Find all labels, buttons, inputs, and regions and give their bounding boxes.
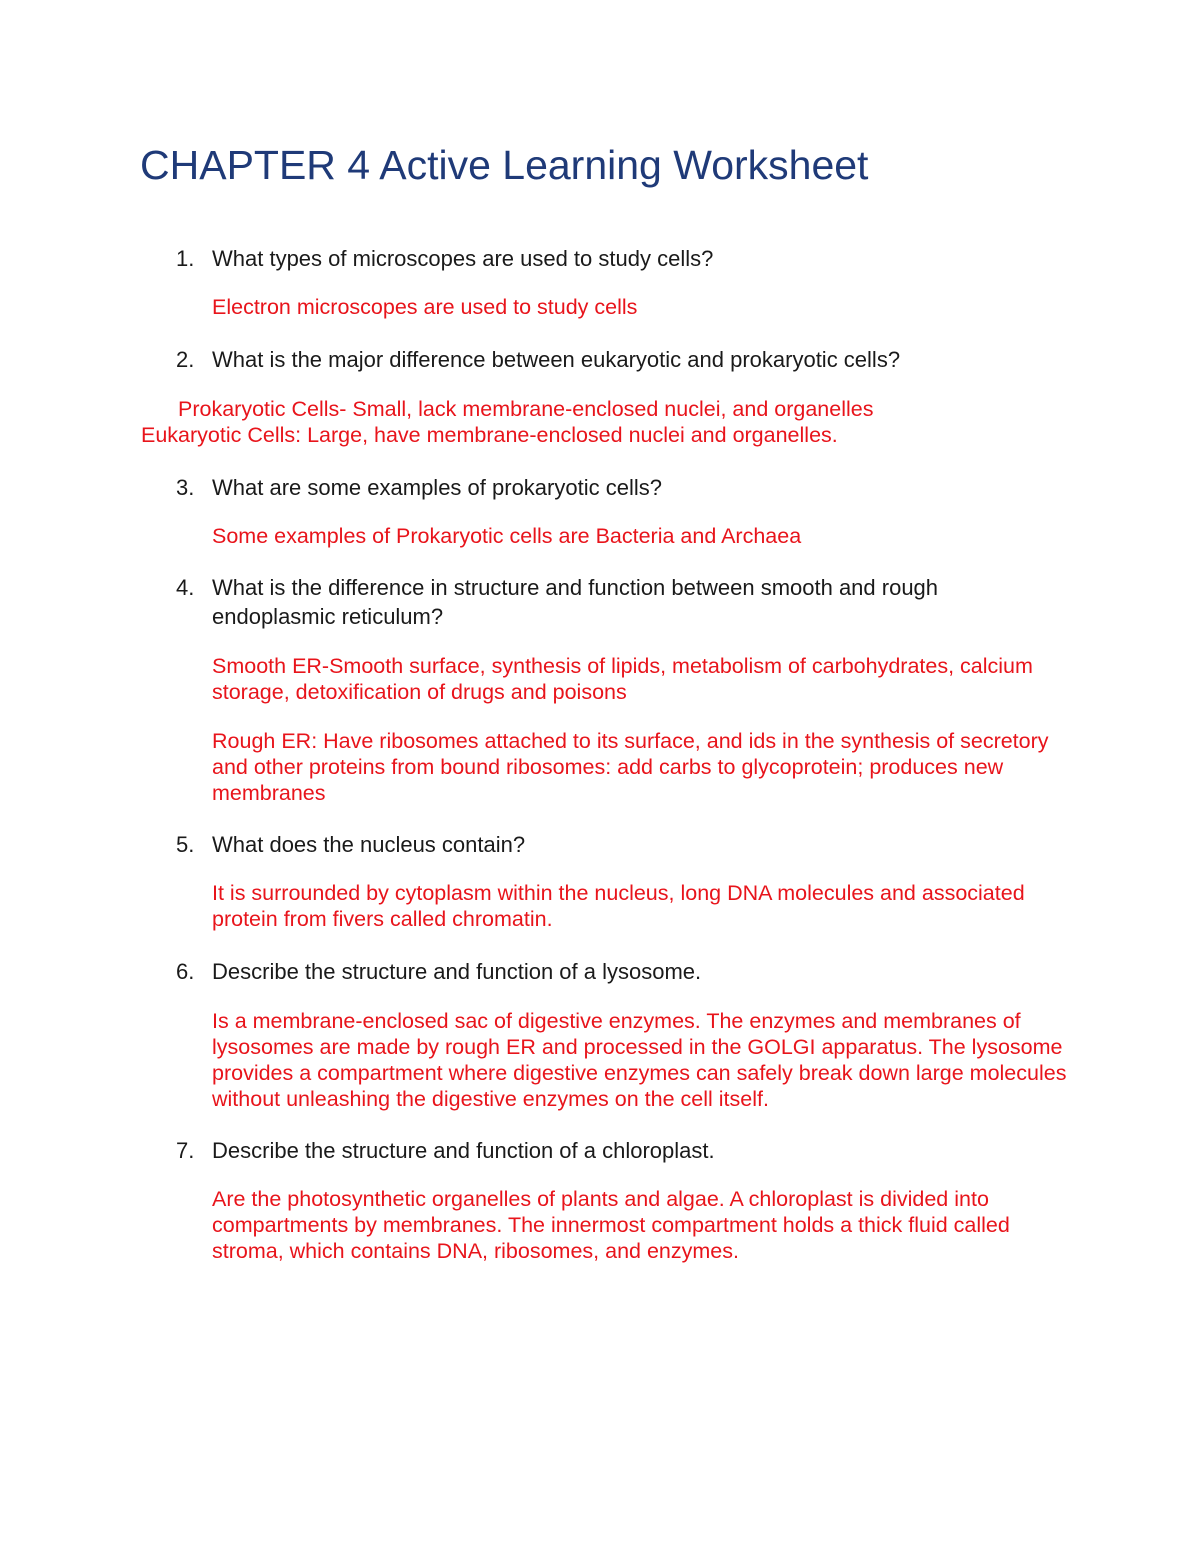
answer-6: Is a membrane-enclosed sac of digestive enzymes. The enzymes and membranes of lysosomes are made by rough ER and processed in the GOLGI apparatus. The lysosome provides a compartment where digestive enzymes can safely break down large molecules without unleashing the digestive enzymes on the cell itself. <box>212 1009 1067 1111</box>
question-text: What are some examples of prokaryotic cells? <box>212 475 662 500</box>
question-number: 3. <box>176 475 195 500</box>
question-text: What is the difference in structure and function between smooth and rough endoplasmic reticulum? <box>212 575 939 629</box>
question-number: 6. <box>176 959 195 984</box>
question-7 <box>176 1136 1056 1165</box>
question-text: What is the major difference between eukaryotic and prokaryotic cells? <box>212 347 901 372</box>
question-number: 4. <box>176 575 195 600</box>
question-number: 5. <box>176 832 195 857</box>
answer-4-rough-er: Rough ER: Have ribosomes attached to its surface, and ids in the synthesis of secretory and other proteins from bound ribosomes: add carbs to glycoprotein; produces new membranes <box>212 729 1049 805</box>
question-number: 1. <box>176 246 195 271</box>
question-1 <box>176 244 1056 273</box>
question-text: Describe the structure and function of a chloroplast. <box>212 1138 715 1163</box>
question-2 <box>176 345 1056 374</box>
answer-3: Some examples of Prokaryotic cells are Bacteria and Archaea <box>212 524 802 548</box>
answer-1: Electron microscopes are used to study cells <box>212 295 638 319</box>
question-number: 7. <box>176 1138 195 1163</box>
page-title: CHAPTER 4 Active Learning Worksheet <box>140 142 869 188</box>
question-text: What does the nucleus contain? <box>212 832 526 857</box>
answer-5: It is surrounded by cytoplasm within the nucleus, long DNA molecules and associated protein from fivers called chromatin. <box>212 881 1025 931</box>
question-number: 2. <box>176 347 195 372</box>
question-4 <box>176 573 1056 629</box>
question-6 <box>176 957 1056 986</box>
answer-4-smooth-er: Smooth ER-Smooth surface, synthesis of lipids, metabolism of carbohydrates, calcium storage, detoxification of drugs and poisons <box>212 654 1033 704</box>
question-3 <box>176 473 1056 502</box>
question-5 <box>176 830 1056 859</box>
answer-2-eukaryotic: Eukaryotic Cells: Large, have membrane-enclosed nuclei and organelles. <box>141 423 838 447</box>
question-text: What types of microscopes are used to study cells? <box>212 246 714 271</box>
answer-2-prokaryotic: Prokaryotic Cells- Small, lack membrane-enclosed nuclei, and organelles <box>178 397 874 421</box>
question-text: Describe the structure and function of a lysosome. <box>212 959 702 984</box>
answer-7: Are the photosynthetic organelles of plants and algae. A chloroplast is divided into compartments by membranes. The innermost compartment holds a thick fluid called stroma, which contains DNA, ribosomes, and enzymes. <box>212 1187 1010 1263</box>
